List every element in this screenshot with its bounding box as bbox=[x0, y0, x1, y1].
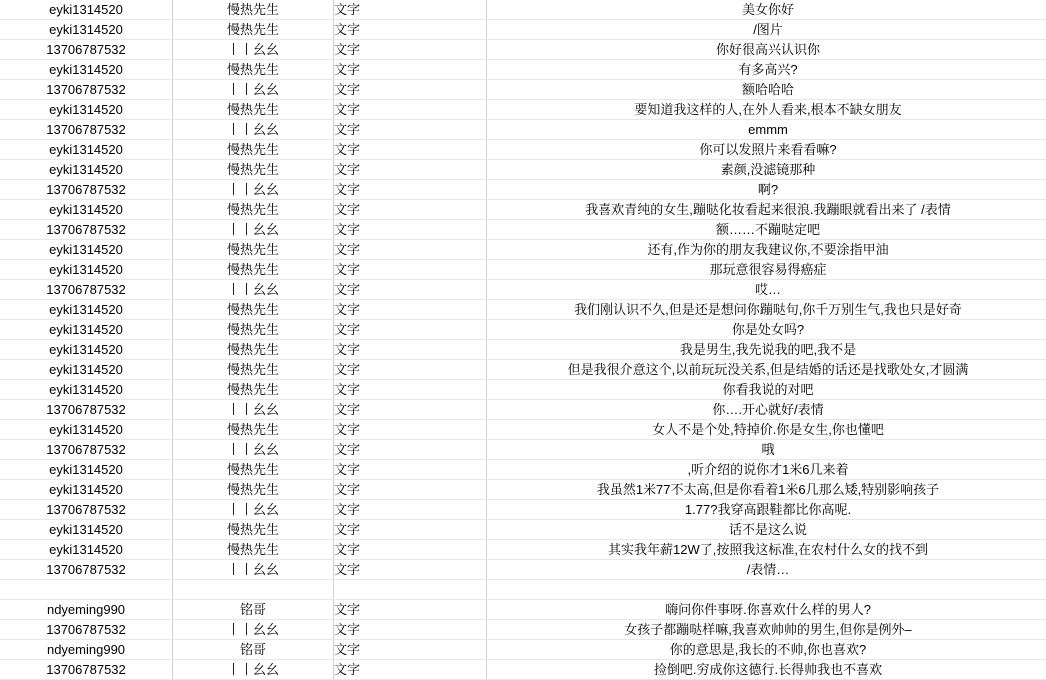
cell-message: 那玩意很容易得癌症 bbox=[487, 260, 1046, 280]
cell-nickname: 铭哥 bbox=[173, 640, 334, 660]
cell-account: 13706787532 bbox=[0, 40, 173, 60]
table-row-spacer bbox=[0, 580, 1046, 600]
cell-message: 捡倒吧.穷成你这德行.长得帅我也不喜欢 bbox=[487, 660, 1046, 680]
cell-account: eyki1314520 bbox=[0, 200, 173, 220]
cell-account: 13706787532 bbox=[0, 400, 173, 420]
table-row bbox=[0, 280, 1046, 300]
cell-nickname: 慢热先生 bbox=[173, 240, 334, 260]
cell-nickname: 丨丨幺幺 bbox=[173, 620, 334, 640]
table-row bbox=[0, 400, 1046, 420]
cell-message bbox=[487, 580, 1046, 600]
table-row bbox=[0, 600, 1046, 620]
cell-message: 额哈哈哈 bbox=[487, 80, 1046, 100]
cell-account: ndyeming990 bbox=[0, 640, 173, 660]
cell-type: 文字 bbox=[334, 260, 487, 280]
table-row bbox=[0, 260, 1046, 280]
cell-message: 啊? bbox=[487, 180, 1046, 200]
cell-message: 但是我很介意这个,以前玩玩没关系,但是结婚的话还是找歌处女,才圆满 bbox=[487, 360, 1046, 380]
cell-account: eyki1314520 bbox=[0, 140, 173, 160]
table-row bbox=[0, 560, 1046, 580]
table-row bbox=[0, 340, 1046, 360]
cell-account: eyki1314520 bbox=[0, 320, 173, 340]
cell-type: 文字 bbox=[334, 280, 487, 300]
cell-nickname: 铭哥 bbox=[173, 600, 334, 620]
cell-type: 文字 bbox=[334, 360, 487, 380]
cell-account: eyki1314520 bbox=[0, 460, 173, 480]
cell-message: 你看我说的对吧 bbox=[487, 380, 1046, 400]
cell-message: ,听介绍的说你才1米6几来着 bbox=[487, 460, 1046, 480]
cell-nickname: 丨丨幺幺 bbox=[173, 120, 334, 140]
cell-type: 文字 bbox=[334, 380, 487, 400]
cell-type: 文字 bbox=[334, 560, 487, 580]
table-row bbox=[0, 420, 1046, 440]
cell-type: 文字 bbox=[334, 520, 487, 540]
cell-message: 哎… bbox=[487, 280, 1046, 300]
cell-message: 你好很高兴认识你 bbox=[487, 40, 1046, 60]
cell-account: 13706787532 bbox=[0, 500, 173, 520]
table-row bbox=[0, 200, 1046, 220]
table-row bbox=[0, 160, 1046, 180]
table-row bbox=[0, 640, 1046, 660]
table-row bbox=[0, 40, 1046, 60]
cell-message: 你可以发照片来看看嘛? bbox=[487, 140, 1046, 160]
cell-type bbox=[334, 580, 487, 600]
table-row bbox=[0, 80, 1046, 100]
cell-account: eyki1314520 bbox=[0, 540, 173, 560]
table-row bbox=[0, 660, 1046, 680]
cell-account: eyki1314520 bbox=[0, 60, 173, 80]
table-row bbox=[0, 320, 1046, 340]
cell-type: 文字 bbox=[334, 220, 487, 240]
cell-nickname: 丨丨幺幺 bbox=[173, 560, 334, 580]
cell-nickname: 丨丨幺幺 bbox=[173, 80, 334, 100]
cell-type: 文字 bbox=[334, 480, 487, 500]
cell-account: eyki1314520 bbox=[0, 420, 173, 440]
cell-account: 13706787532 bbox=[0, 560, 173, 580]
cell-message: 美女你好 bbox=[487, 0, 1046, 20]
cell-account: eyki1314520 bbox=[0, 340, 173, 360]
table-row bbox=[0, 120, 1046, 140]
cell-account: eyki1314520 bbox=[0, 480, 173, 500]
cell-type: 文字 bbox=[334, 340, 487, 360]
cell-type: 文字 bbox=[334, 80, 487, 100]
cell-nickname: 慢热先生 bbox=[173, 520, 334, 540]
cell-message: 你的意思是,我长的不帅,你也喜欢? bbox=[487, 640, 1046, 660]
cell-message: /图片 bbox=[487, 20, 1046, 40]
table-row bbox=[0, 220, 1046, 240]
cell-account: eyki1314520 bbox=[0, 160, 173, 180]
cell-type: 文字 bbox=[334, 460, 487, 480]
cell-nickname: 慢热先生 bbox=[173, 200, 334, 220]
cell-nickname: 慢热先生 bbox=[173, 340, 334, 360]
cell-type: 文字 bbox=[334, 0, 487, 20]
cell-nickname: 慢热先生 bbox=[173, 380, 334, 400]
cell-message: 还有,作为你的朋友我建议你,不要涂指甲油 bbox=[487, 240, 1046, 260]
cell-account: eyki1314520 bbox=[0, 20, 173, 40]
cell-message: 有多高兴? bbox=[487, 60, 1046, 80]
cell-type: 文字 bbox=[334, 300, 487, 320]
cell-type: 文字 bbox=[334, 540, 487, 560]
table-row bbox=[0, 500, 1046, 520]
cell-account bbox=[0, 580, 173, 600]
cell-message: emmm bbox=[487, 120, 1046, 140]
table-row bbox=[0, 0, 1046, 20]
cell-nickname: 丨丨幺幺 bbox=[173, 440, 334, 460]
table-row bbox=[0, 440, 1046, 460]
cell-message: 嗨问你件事呀.你喜欢什么样的男人? bbox=[487, 600, 1046, 620]
cell-nickname: 慢热先生 bbox=[173, 300, 334, 320]
cell-nickname: 丨丨幺幺 bbox=[173, 660, 334, 680]
cell-type: 文字 bbox=[334, 100, 487, 120]
cell-type: 文字 bbox=[334, 600, 487, 620]
table-row bbox=[0, 140, 1046, 160]
cell-type: 文字 bbox=[334, 620, 487, 640]
cell-type: 文字 bbox=[334, 140, 487, 160]
table-row bbox=[0, 300, 1046, 320]
cell-type: 文字 bbox=[334, 440, 487, 460]
cell-type: 文字 bbox=[334, 320, 487, 340]
table-row bbox=[0, 480, 1046, 500]
cell-type: 文字 bbox=[334, 120, 487, 140]
table-row bbox=[0, 180, 1046, 200]
cell-type: 文字 bbox=[334, 160, 487, 180]
cell-nickname bbox=[173, 580, 334, 600]
cell-account: ndyeming990 bbox=[0, 600, 173, 620]
cell-message: 1.77?我穿高跟鞋都比你高呢. bbox=[487, 500, 1046, 520]
cell-nickname: 丨丨幺幺 bbox=[173, 220, 334, 240]
cell-nickname: 慢热先生 bbox=[173, 60, 334, 80]
cell-message: 要知道我这样的人,在外人看来,根本不缺女朋友 bbox=[487, 100, 1046, 120]
cell-message: 女人不是个处,特掉价.你是女生,你也懂吧 bbox=[487, 420, 1046, 440]
cell-type: 文字 bbox=[334, 200, 487, 220]
cell-type: 文字 bbox=[334, 640, 487, 660]
cell-message: 话不是这么说 bbox=[487, 520, 1046, 540]
cell-account: eyki1314520 bbox=[0, 520, 173, 540]
cell-type: 文字 bbox=[334, 240, 487, 260]
cell-nickname: 慢热先生 bbox=[173, 160, 334, 180]
cell-type: 文字 bbox=[334, 180, 487, 200]
cell-nickname: 慢热先生 bbox=[173, 260, 334, 280]
cell-message: 额……不蹦哒定吧 bbox=[487, 220, 1046, 240]
cell-message: 素颜,没滤镜那种 bbox=[487, 160, 1046, 180]
table-row bbox=[0, 520, 1046, 540]
cell-nickname: 丨丨幺幺 bbox=[173, 400, 334, 420]
table-row bbox=[0, 620, 1046, 640]
cell-type: 文字 bbox=[334, 20, 487, 40]
cell-type: 文字 bbox=[334, 60, 487, 80]
table-row bbox=[0, 60, 1046, 80]
cell-type: 文字 bbox=[334, 500, 487, 520]
cell-nickname: 丨丨幺幺 bbox=[173, 500, 334, 520]
cell-account: 13706787532 bbox=[0, 660, 173, 680]
cell-account: eyki1314520 bbox=[0, 380, 173, 400]
cell-type: 文字 bbox=[334, 420, 487, 440]
cell-nickname: 慢热先生 bbox=[173, 420, 334, 440]
cell-account: eyki1314520 bbox=[0, 240, 173, 260]
cell-account: 13706787532 bbox=[0, 280, 173, 300]
cell-nickname: 慢热先生 bbox=[173, 460, 334, 480]
cell-nickname: 慢热先生 bbox=[173, 540, 334, 560]
cell-nickname: 慢热先生 bbox=[173, 320, 334, 340]
cell-message: /表情… bbox=[487, 560, 1046, 580]
cell-message: 哦 bbox=[487, 440, 1046, 460]
cell-account: 13706787532 bbox=[0, 180, 173, 200]
table-row bbox=[0, 240, 1046, 260]
cell-nickname: 丨丨幺幺 bbox=[173, 180, 334, 200]
table-row bbox=[0, 100, 1046, 120]
cell-message: 我虽然1米77不太高,但是你看着1米6几那么矮,特别影响孩子 bbox=[487, 480, 1046, 500]
cell-nickname: 慢热先生 bbox=[173, 480, 334, 500]
cell-message: 你….开心就好/表情 bbox=[487, 400, 1046, 420]
cell-nickname: 丨丨幺幺 bbox=[173, 280, 334, 300]
table-row bbox=[0, 20, 1046, 40]
table-row bbox=[0, 460, 1046, 480]
cell-type: 文字 bbox=[334, 660, 487, 680]
cell-nickname: 慢热先生 bbox=[173, 100, 334, 120]
table-row bbox=[0, 360, 1046, 380]
cell-nickname: 丨丨幺幺 bbox=[173, 40, 334, 60]
cell-nickname: 慢热先生 bbox=[173, 0, 334, 20]
cell-type: 文字 bbox=[334, 40, 487, 60]
cell-message: 你是处女吗? bbox=[487, 320, 1046, 340]
cell-account: 13706787532 bbox=[0, 440, 173, 460]
cell-type: 文字 bbox=[334, 400, 487, 420]
cell-message: 我喜欢青纯的女生,蹦哒化妆看起来很浪.我蹦眼就看出来了 /表情 bbox=[487, 200, 1046, 220]
cell-message: 我们刚认识不久,但是还是想问你蹦哒句,你千万别生气,我也只是好奇 bbox=[487, 300, 1046, 320]
cell-message: 其实我年薪12W了,按照我这标准,在农村什么女的找不到 bbox=[487, 540, 1046, 560]
cell-nickname: 慢热先生 bbox=[173, 140, 334, 160]
table-row bbox=[0, 540, 1046, 560]
cell-account: eyki1314520 bbox=[0, 0, 173, 20]
cell-account: 13706787532 bbox=[0, 220, 173, 240]
cell-message: 我是男生,我先说我的吧,我不是 bbox=[487, 340, 1046, 360]
cell-nickname: 慢热先生 bbox=[173, 360, 334, 380]
cell-account: eyki1314520 bbox=[0, 360, 173, 380]
cell-account: eyki1314520 bbox=[0, 100, 173, 120]
table-row bbox=[0, 380, 1046, 400]
cell-account: 13706787532 bbox=[0, 620, 173, 640]
cell-account: 13706787532 bbox=[0, 120, 173, 140]
cell-account: 13706787532 bbox=[0, 80, 173, 100]
cell-account: eyki1314520 bbox=[0, 300, 173, 320]
cell-nickname: 慢热先生 bbox=[173, 20, 334, 40]
cell-account: eyki1314520 bbox=[0, 260, 173, 280]
cell-message: 女孩子都蹦哒样嘛,我喜欢帅帅的男生,但你是例外– bbox=[487, 620, 1046, 640]
